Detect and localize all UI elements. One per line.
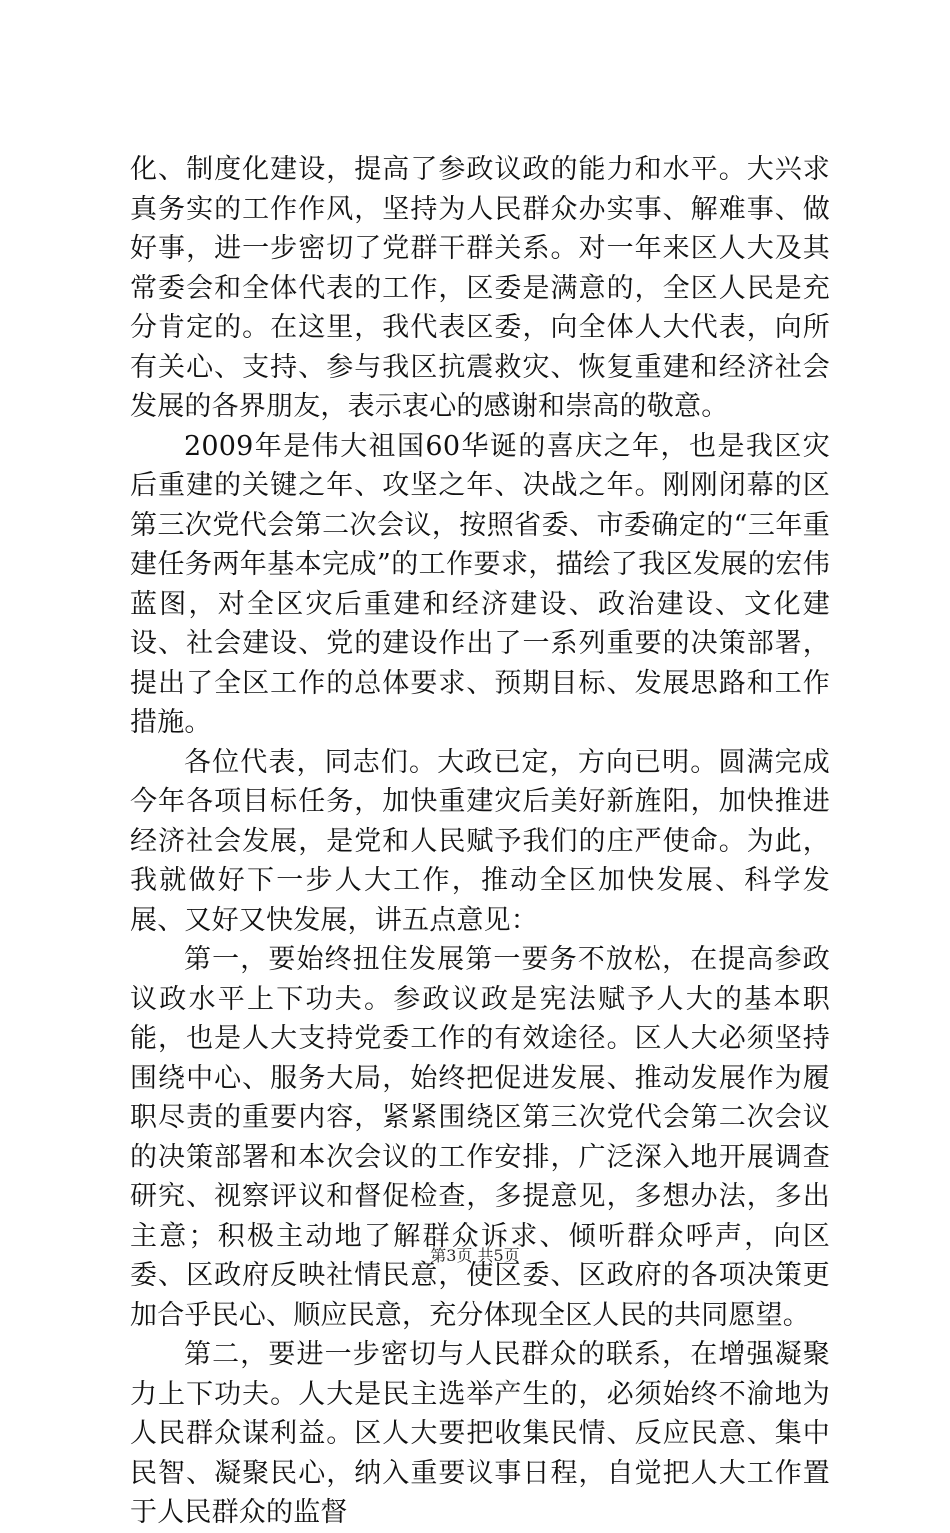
paragraph-1: 化、制度化建设，提高了参政议政的能力和水平。大兴求真务实的工作作风，坚持为人民群众办实事、解难事、做好事，进一步密切了党群干群关系。对一年来区人大及其常委会和全体代表的工作，区委是满意的，全区人民是充分肯定的。在这里，我代表区委，向全体人大代表，向所有关心、支持、参与我区抗震救灾、恢复重建和经济社会发展的各界朋友，表示衷心的感谢和崇高的敬意。 bbox=[130, 154, 830, 422]
paragraph-4: 第一，要始终扭住发展第一要务不放松，在提高参政议政水平上下功夫。参政议政是宪法赋予人大的基本职能，也是人大支持党委工作的有效途径。区人大必须坚持围绕中心、服务大局，始终把促进发展、推动发展作为履职尽责的重要内容，紧紧围绕区第三次党代会第二次会议的决策部署和本次会议的工作安排，广泛深入地开展调查研究、视察评议和督促检查，多提意见，多想办法，多出主意；积极主动地了解群众诉求、倾听群众呼声，向区委、区政府反映社情民意，使区委、区政府的各项决策更加合乎民心、顺应民意，充分体现全区人民的共同愿望。 bbox=[130, 944, 830, 1331]
paragraph-5: 第二，要进一步密切与人民群众的联系，在增强凝聚力上下功夫。人大是民主选举产生的，必须始终不渝地为人民群众谋利益。区人大要把收集民情、反应民意、集中民智、凝聚民心，纳入重要议事日程，自觉把人大工作置于人民群众的监督 bbox=[130, 1339, 830, 1528]
paragraph-3: 各位代表，同志们。大政已定，方向已明。圆满完成今年各项目标任务，加快重建灾后美好新旌阳，加快推进经济社会发展，是党和人民赋予我们的庄严使命。为此，我就做好下一步人大工作，推动全区加快发展、科学发展、又好又快发展，讲五点意见： bbox=[130, 746, 830, 936]
page-number-footer: 第3页 共5页 bbox=[430, 1246, 520, 1265]
document-body bbox=[130, 150, 830, 1533]
paragraph-2: 2009年是伟大祖国60华诞的喜庆之年，也是我区灾后重建的关键之年、攻坚之年、决战之年。刚刚闭幕的区第三次党代会第二次会议，按照省委、市委确定的“三年重建任务两年基本完成”的工作要求，描绘了我区发展的宏伟蓝图，对全区灾后重建和经济建设、政治建设、文化建设、社会建设、党的建设作出了一系列重要的决策部署，提出了全区工作的总体要求、预期目标、发展思路和工作措施。 bbox=[130, 430, 830, 738]
